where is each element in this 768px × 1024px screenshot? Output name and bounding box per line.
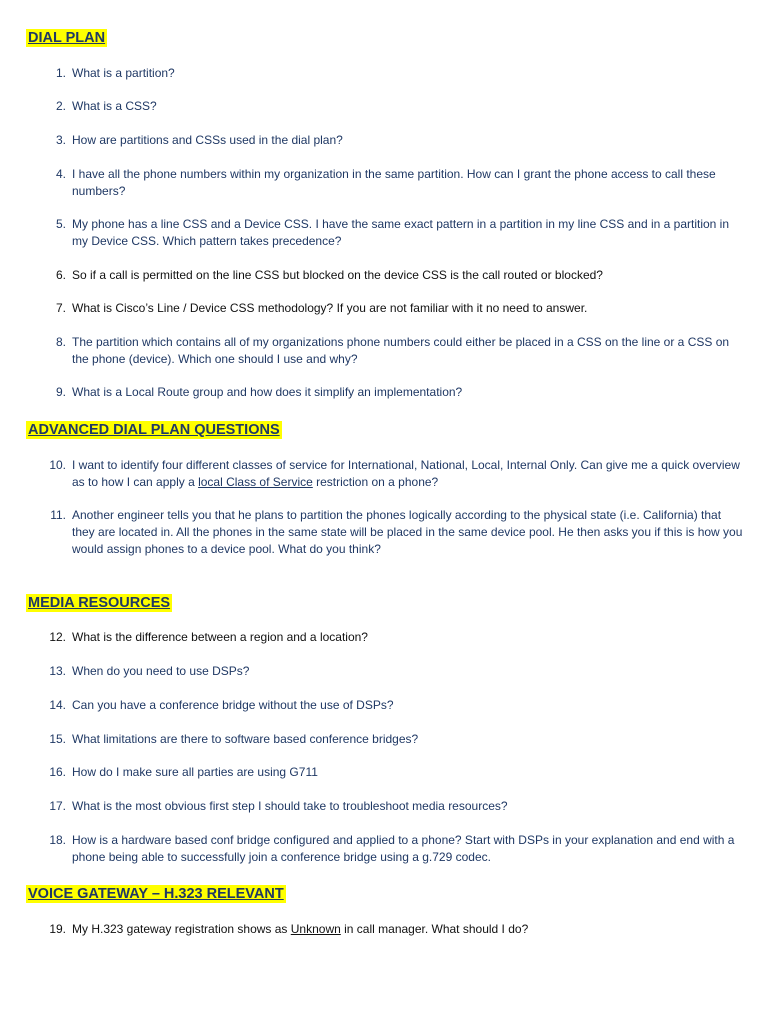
question-number: 6. [55,268,66,282]
question-1 [46,65,746,82]
question-text: What is the most obvious first step I should take to troubleshoot media resources? [72,799,508,813]
underlined-term: Unknown [290,922,341,936]
question-number: 12. [49,630,66,644]
underlined-term: local Class of Service [198,475,313,489]
question-7 [46,300,746,317]
section-heading-media-resources: MEDIA RESOURCES [28,595,171,611]
question-number: 15. [49,732,66,746]
section-heading-voice-gateway: VOICE GATEWAY – H.323 RELEVANT [28,886,284,902]
section-heading-dial-plan: DIAL PLAN [28,30,106,46]
question-17 [46,798,746,815]
question-number: 2. [55,99,66,113]
question-text: The partition which contains all of my organizations phone numbers could either be placed in a CSS on the line or a CSS on the phone (device). Which one should I use and why? [72,335,730,366]
section-heading-advanced-dial-plan: ADVANCED DIAL PLAN QUESTIONS [28,422,280,438]
question-number: 16. [49,765,66,779]
question-text: So if a call is permitted on the line CSS but blocked on the device CSS is the call routed or blocked? [72,268,603,282]
question-9 [46,384,746,401]
question-text: My phone has a line CSS and a Device CSS. I have the same exact pattern in a partition in my line CSS and in a partition in my Device CSS. Which pattern takes precedence? [72,217,730,248]
question-text: What limitations are there to software based conference bridges? [72,732,419,746]
question-text: What is a Local Route group and how does it simplify an implementation? [72,385,463,399]
question-12 [46,629,746,646]
question-15 [46,731,746,748]
question-number: 18. [49,833,66,847]
question-number: 7. [55,301,66,315]
question-text: I have all the phone numbers within my organization in the same partition. How can I grant the phone access to call these numbers? [72,167,716,198]
question-10 [46,457,746,491]
question-number: 11. [50,508,66,522]
question-8 [46,334,746,368]
question-number: 17. [49,799,66,813]
question-13 [46,663,746,680]
question-number: 3. [55,133,66,147]
question-number: 9. [55,385,66,399]
question-number: 5. [55,217,66,231]
question-6 [46,267,746,284]
question-5 [46,216,746,250]
question-text: What is a partition? [72,66,175,80]
question-19 [46,921,746,938]
question-text: What is Cisco’s Line / Device CSS methodology? If you are not familiar with it no need to answer. [72,301,588,315]
question-11 [46,507,746,558]
question-4 [46,166,746,200]
question-text: How is a hardware based conf bridge configured and applied to a phone? Start with DSPs in your explanation and end with a phone being able to successfully join a conference bridge using a g.729 codec. [72,833,735,864]
question-14 [46,697,746,714]
question-number: 19. [49,922,66,936]
question-text: Can you have a conference bridge without the use of DSPs? [72,698,394,712]
question-text: How do I make sure all parties are using G711 [72,765,318,779]
question-text: Another engineer tells you that he plans to partition the phones logically according to the physical state (i.e. California) that they are located in. All the phones in the same state will be placed in the same device pool. He then asks you if this is how you would assign phones to a device pool. What do you think? [72,508,743,556]
question-number: 4. [55,167,66,181]
question-text: My H.323 gateway registration shows as Unknown in call manager. What should I do? [72,922,529,936]
question-number: 13. [49,664,66,678]
question-18 [46,832,746,866]
question-16 [46,764,746,781]
question-number: 14. [49,698,66,712]
question-text: When do you need to use DSPs? [72,664,250,678]
question-number: 1. [55,66,66,80]
question-text: I want to identify four different classes of service for International, National, Local, Internal Only. Can give me a quick overview as to how I can apply a local Class of Service restriction on a phone? [72,458,740,489]
question-2 [46,98,746,115]
question-number: 10. [49,458,66,472]
question-number: 8. [55,335,66,349]
question-text: What is the difference between a region and a location? [72,630,368,644]
question-text: What is a CSS? [72,99,157,113]
question-text: How are partitions and CSSs used in the dial plan? [72,133,343,147]
question-3 [46,132,746,149]
